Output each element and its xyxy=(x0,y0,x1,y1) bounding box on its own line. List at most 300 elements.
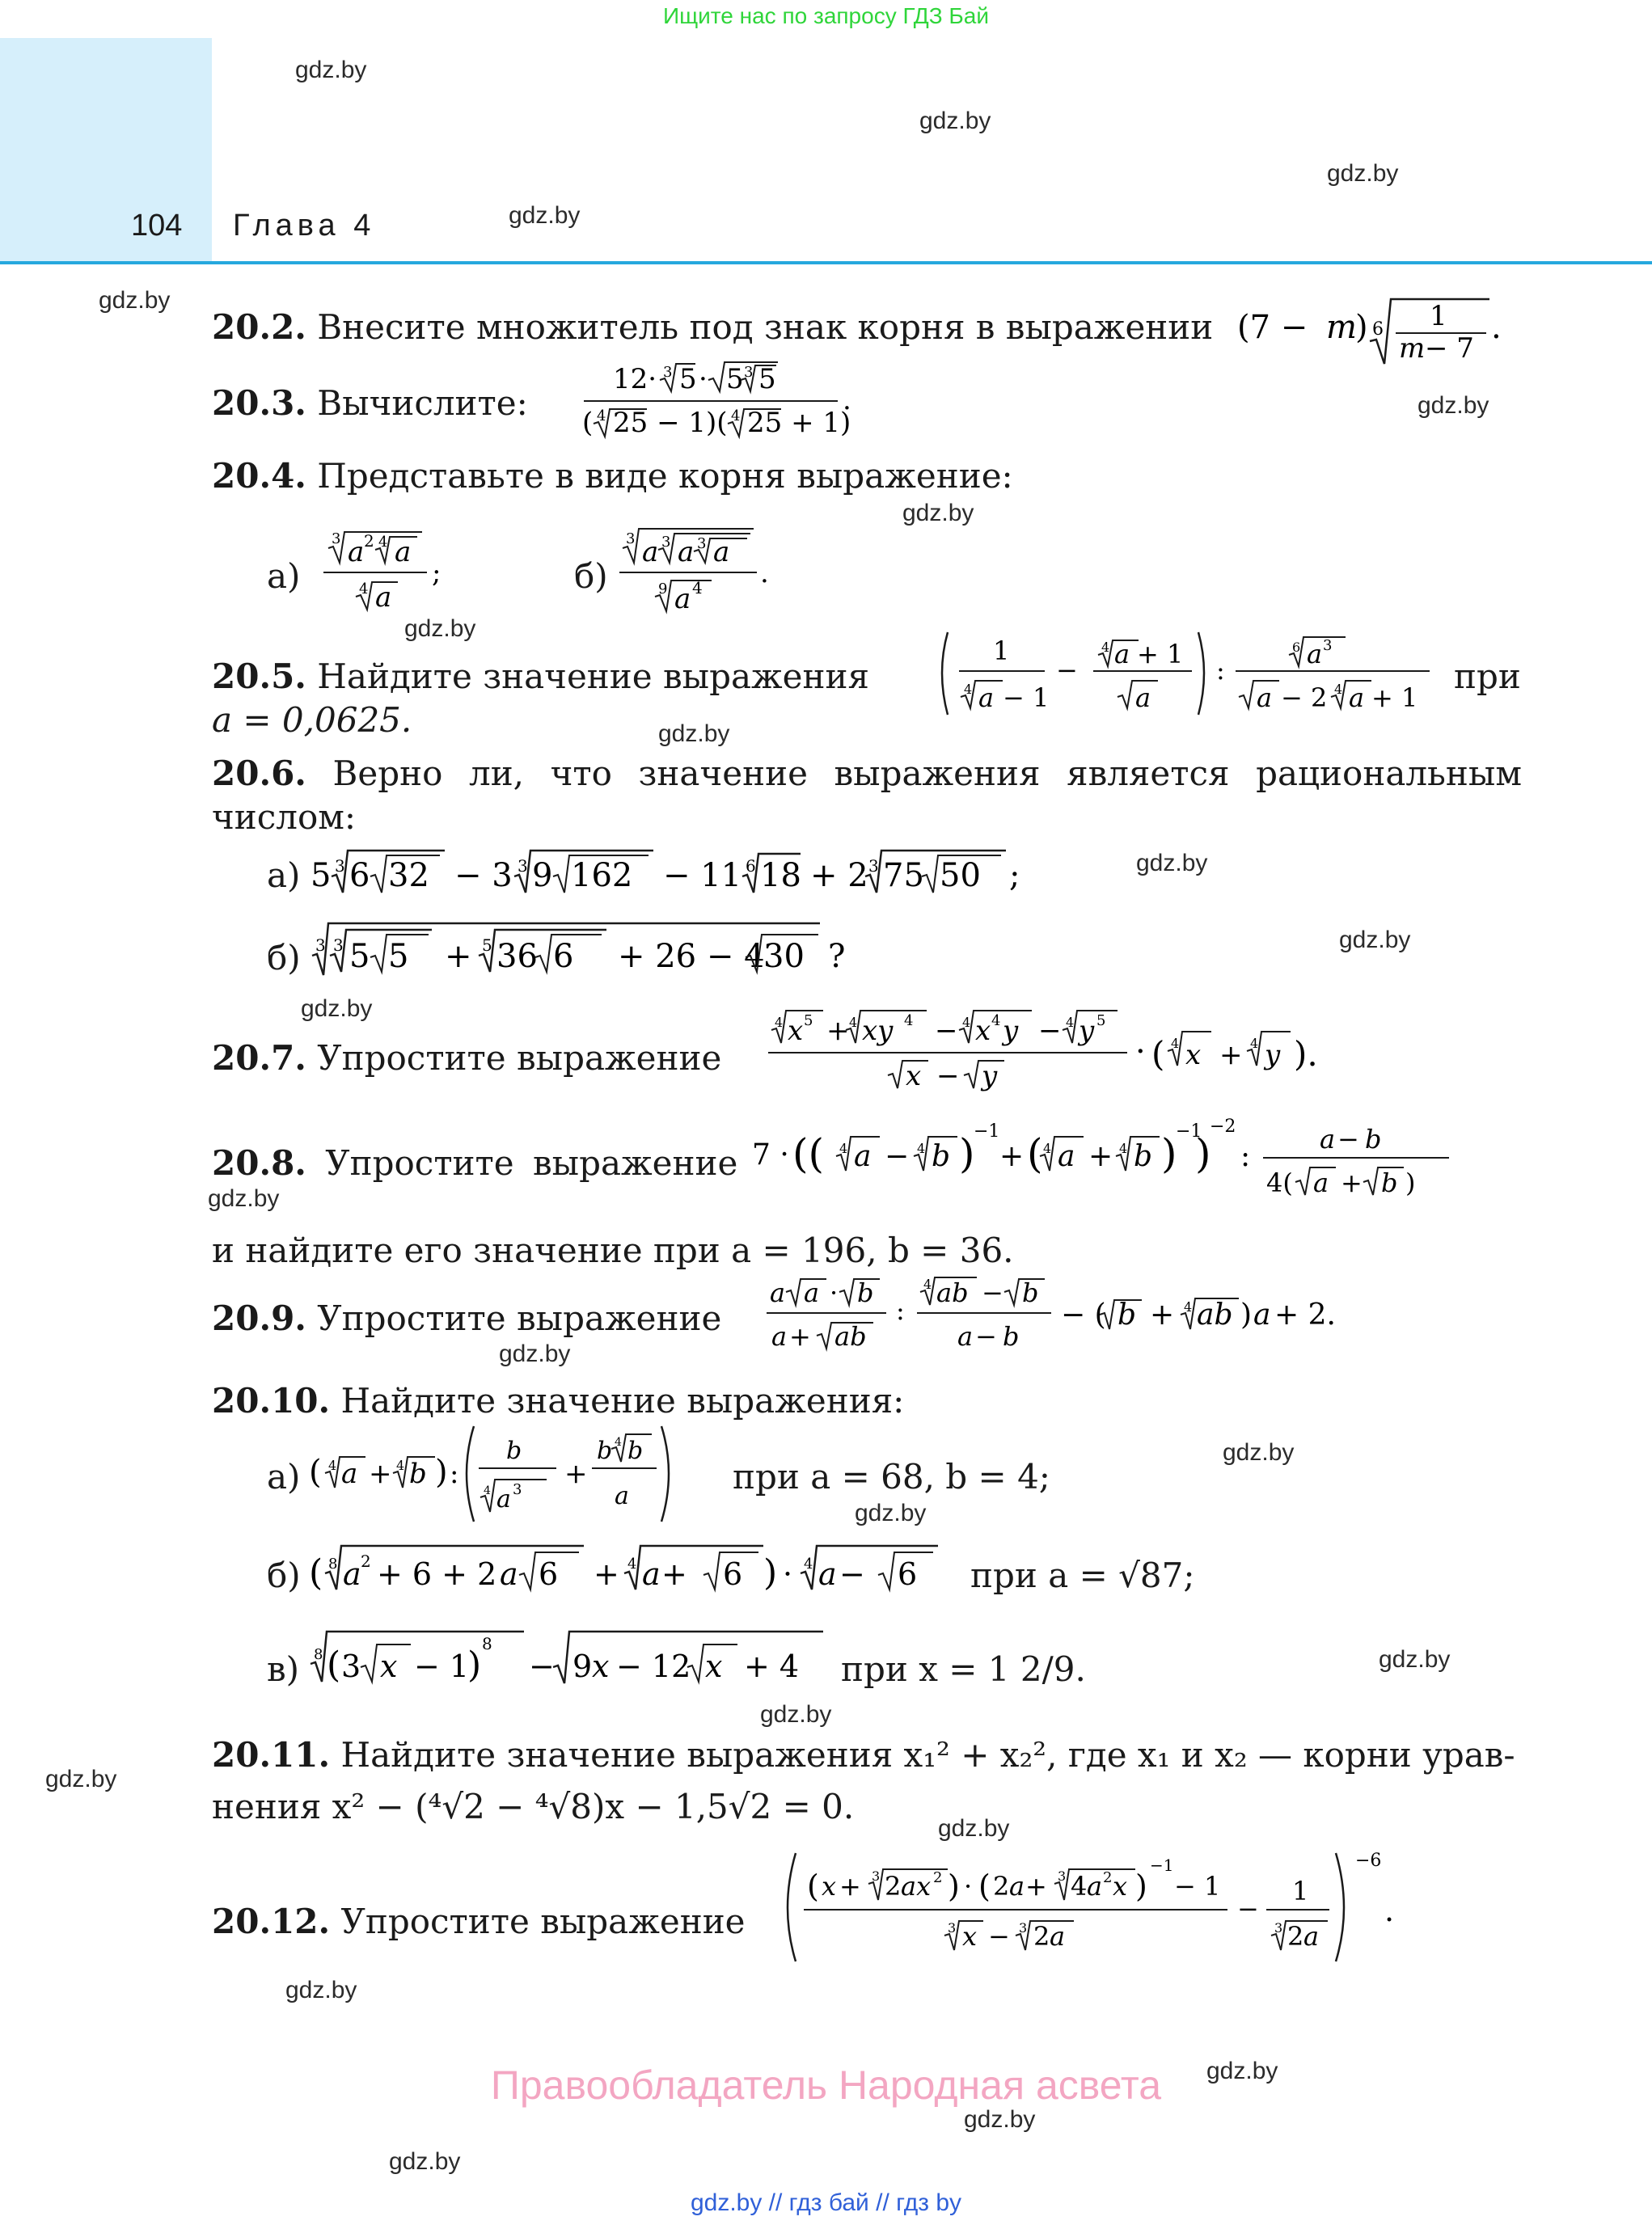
svg-text:(: ( xyxy=(582,407,594,439)
svg-text:2: 2 xyxy=(1033,1921,1050,1952)
svg-text:x: x xyxy=(788,1015,804,1047)
problem-20-11 xyxy=(212,1733,1522,1777)
svg-text:((: (( xyxy=(792,1130,825,1177)
svg-text:−: − xyxy=(885,1140,910,1173)
svg-text:5: 5 xyxy=(804,1012,813,1029)
svg-text:x: x xyxy=(705,1649,723,1684)
svg-text:−: − xyxy=(935,1015,958,1047)
problem-text-continued: числом: xyxy=(212,797,357,837)
formula xyxy=(765,1269,1396,1358)
watermark: gdz.by xyxy=(1206,2058,1278,2084)
svg-text:3: 3 xyxy=(663,364,673,381)
svg-text:8: 8 xyxy=(314,1646,323,1663)
svg-text:25 + 1): 25 + 1) xyxy=(747,407,851,439)
svg-text:b: b xyxy=(1365,1124,1382,1155)
problem-number: 20.12. xyxy=(212,1902,331,1941)
svg-text:3: 3 xyxy=(1019,1920,1028,1936)
problem-text: Упростите выражение xyxy=(317,1038,722,1078)
copyright-notice: Правообладатель Народная асвета xyxy=(490,2062,1162,2108)
svg-text:4: 4 xyxy=(627,1556,637,1573)
svg-text:a: a xyxy=(642,536,659,568)
problem-text: Упростите выражение xyxy=(317,1298,722,1338)
svg-text:5: 5 xyxy=(1096,1012,1106,1029)
svg-text:3: 3 xyxy=(1274,1920,1283,1936)
formula xyxy=(765,1001,1347,1103)
svg-text:(7 −: (7 − xyxy=(1237,309,1308,346)
watermark: gdz.by xyxy=(919,108,991,134)
svg-text:y: y xyxy=(1265,1039,1281,1071)
svg-text:− 3: − 3 xyxy=(454,857,513,894)
svg-text:ab: ab xyxy=(1197,1298,1233,1332)
svg-text:25 − 1)(: 25 − 1)( xyxy=(613,407,728,439)
svg-text:4: 4 xyxy=(1334,682,1343,697)
svg-text:3: 3 xyxy=(315,935,326,955)
svg-text:3: 3 xyxy=(332,530,341,547)
svg-text:+: + xyxy=(661,1556,687,1592)
svg-text:4: 4 xyxy=(1101,640,1110,655)
chapter-title: Глава 4 xyxy=(233,209,376,243)
svg-text:2: 2 xyxy=(1103,1869,1113,1886)
svg-text:6: 6 xyxy=(898,1556,918,1592)
svg-text:a: a xyxy=(804,1277,820,1308)
watermark: gdz.by xyxy=(760,1701,832,1728)
svg-text:·: · xyxy=(964,1871,973,1902)
svg-text:xy: xy xyxy=(862,1015,894,1047)
problem-number: 20.5. xyxy=(212,657,306,696)
item-condition: при a = 68, b = 4; xyxy=(733,1457,1050,1497)
svg-text:4: 4 xyxy=(1043,1141,1052,1156)
svg-text:3: 3 xyxy=(872,1868,881,1884)
svg-text:1: 1 xyxy=(1292,1876,1309,1906)
svg-text:b: b xyxy=(1118,1298,1137,1332)
watermark: gdz.by xyxy=(855,1500,927,1526)
svg-text:a: a xyxy=(957,1321,974,1352)
svg-text:− 11: − 11 xyxy=(663,857,742,894)
svg-text:a: a xyxy=(1257,682,1273,713)
svg-text:−: − xyxy=(1337,1124,1359,1155)
svg-text:b: b xyxy=(1022,1277,1039,1308)
svg-text:−1: −1 xyxy=(1150,1856,1174,1875)
svg-text:−: − xyxy=(1237,1894,1259,1924)
svg-text:b: b xyxy=(1381,1167,1398,1198)
formula xyxy=(311,918,860,986)
svg-text:6: 6 xyxy=(1292,640,1301,655)
svg-text:ab: ab xyxy=(834,1321,867,1352)
header-divider xyxy=(0,261,1652,264)
svg-text:+: + xyxy=(1219,1039,1243,1071)
svg-text:+: + xyxy=(999,1140,1025,1173)
svg-text:x: x xyxy=(962,1921,978,1952)
svg-text:a: a xyxy=(713,536,730,568)
formula xyxy=(309,1423,729,1525)
svg-text:4: 4 xyxy=(396,1458,405,1473)
watermark: gdz.by xyxy=(1379,1646,1451,1673)
svg-text:5: 5 xyxy=(726,363,744,395)
svg-text::: : xyxy=(450,1458,459,1490)
watermark: gdz.by xyxy=(99,287,171,314)
formula xyxy=(616,522,778,621)
svg-text:+ 1: + 1 xyxy=(1137,639,1184,669)
watermark: gdz.by xyxy=(938,1815,1010,1842)
svg-text:b: b xyxy=(857,1277,874,1308)
svg-text:;: ; xyxy=(1009,857,1020,894)
problem-20-10 xyxy=(212,1379,1522,1423)
svg-text:a: a xyxy=(771,1321,788,1352)
svg-text:3: 3 xyxy=(948,1920,957,1936)
svg-text:+: + xyxy=(369,1458,392,1490)
problem-text-continued: нения x² − (⁴√2 − ⁴√8)x − 1,5√2 = 0. xyxy=(212,1787,855,1826)
svg-text:4: 4 xyxy=(839,1141,848,1156)
formula xyxy=(320,526,466,621)
svg-text:6: 6 xyxy=(349,857,370,894)
problem-condition: a = 0,0625. xyxy=(212,700,412,740)
svg-text:4: 4 xyxy=(775,1015,784,1030)
svg-text::: : xyxy=(1216,655,1225,686)
svg-text:·: · xyxy=(699,363,708,395)
svg-text:·: · xyxy=(783,1556,793,1592)
svg-text:4: 4 xyxy=(731,407,741,424)
svg-text:8: 8 xyxy=(328,1556,338,1573)
svg-text:·: · xyxy=(830,1277,839,1308)
svg-text:− 12: − 12 xyxy=(616,1649,691,1684)
svg-text:a: a xyxy=(1114,639,1130,669)
svg-text:a: a xyxy=(818,1556,837,1592)
svg-text:a: a xyxy=(978,682,995,713)
svg-text:5: 5 xyxy=(349,938,370,975)
svg-text:a: a xyxy=(1050,1921,1066,1952)
problem-number: 20.9. xyxy=(212,1298,306,1338)
footer-links[interactable]: gdz.by // гдз бай // гдз by xyxy=(690,2189,962,2216)
svg-text:2: 2 xyxy=(993,1871,1010,1902)
svg-text:−: − xyxy=(975,1321,997,1352)
page-number: 104 xyxy=(131,209,183,243)
top-banner[interactable]: Ищите нас по запросу ГДЗ Бай xyxy=(662,3,990,28)
svg-text:+: + xyxy=(594,1556,619,1592)
svg-text:2: 2 xyxy=(1287,1921,1304,1952)
svg-text:a: a xyxy=(1303,1921,1320,1952)
svg-text:12·: 12· xyxy=(613,363,657,395)
svg-text:− 1: − 1 xyxy=(414,1649,470,1684)
svg-text:x: x xyxy=(975,1015,991,1047)
svg-text:+ 4: + 4 xyxy=(744,1649,800,1684)
problem-number: 20.8. xyxy=(212,1143,306,1183)
svg-text:4: 4 xyxy=(692,578,703,597)
watermark: gdz.by xyxy=(499,1340,571,1367)
watermark: gdz.by xyxy=(389,2148,461,2175)
svg-text:4: 4 xyxy=(1171,1036,1180,1051)
svg-text:30: 30 xyxy=(763,938,805,975)
problem-number: 20.2. xyxy=(212,307,306,347)
svg-text:a: a xyxy=(1307,639,1323,669)
svg-text:6: 6 xyxy=(723,1556,743,1592)
svg-text:+: + xyxy=(789,1321,811,1352)
svg-text:−: − xyxy=(839,1556,865,1592)
svg-text:4: 4 xyxy=(328,1458,337,1473)
svg-text:x: x xyxy=(1185,1039,1202,1071)
svg-text:+: + xyxy=(564,1458,588,1490)
svg-text:9: 9 xyxy=(532,857,553,894)
formula xyxy=(780,1842,1443,1971)
watermark: gdz.by xyxy=(1418,392,1489,419)
svg-text:b: b xyxy=(627,1437,644,1465)
svg-text:x: x xyxy=(1113,1871,1128,1902)
svg-text:y: y xyxy=(1079,1015,1095,1047)
svg-text:9: 9 xyxy=(572,1649,593,1684)
svg-text:3: 3 xyxy=(518,856,528,876)
svg-text:4: 4 xyxy=(359,581,369,597)
svg-text:3: 3 xyxy=(868,856,879,876)
svg-text:+ 2: + 2 xyxy=(810,857,868,894)
svg-text:x: x xyxy=(822,1871,837,1902)
svg-text:a: a xyxy=(642,1556,661,1592)
item-label: а) xyxy=(267,855,301,895)
svg-text:x: x xyxy=(592,1649,610,1684)
svg-text:5: 5 xyxy=(679,363,697,395)
svg-text:a: a xyxy=(343,1556,361,1592)
item-label: в) xyxy=(267,1649,300,1689)
watermark: gdz.by xyxy=(1327,160,1399,187)
svg-text:+: + xyxy=(1150,1298,1175,1332)
watermark: gdz.by xyxy=(45,1766,117,1792)
problem-text: Верно ли, что значение выражения является рациональным xyxy=(332,754,1522,793)
svg-text:−1: −1 xyxy=(974,1121,1000,1142)
svg-text:4: 4 xyxy=(849,1015,858,1030)
svg-text:): ) xyxy=(1355,309,1368,346)
svg-text:1: 1 xyxy=(1430,300,1447,332)
svg-text:): ) xyxy=(1195,1130,1211,1177)
problem-20-6 xyxy=(212,752,1522,796)
svg-text:a: a xyxy=(395,536,412,568)
svg-text:− 1: − 1 xyxy=(1003,682,1050,713)
watermark: gdz.by xyxy=(964,2106,1036,2133)
item-label: б) xyxy=(267,938,301,977)
svg-text:−: − xyxy=(988,1921,1010,1952)
watermark: gdz.by xyxy=(658,720,730,747)
formula xyxy=(752,1112,1512,1210)
svg-text:6: 6 xyxy=(1372,319,1384,340)
svg-text:(: ( xyxy=(309,1552,323,1594)
svg-text:b: b xyxy=(506,1437,522,1465)
svg-text:b: b xyxy=(932,1140,951,1173)
problem-text: при xyxy=(1454,657,1521,696)
svg-text:b: b xyxy=(597,1437,613,1465)
formula xyxy=(309,1536,956,1609)
svg-text:4: 4 xyxy=(962,1015,971,1030)
svg-text:+: + xyxy=(1088,1140,1113,1173)
formula xyxy=(579,353,862,450)
svg-text:−: − xyxy=(936,1060,960,1092)
svg-text:2: 2 xyxy=(364,531,374,551)
svg-text:): ) xyxy=(1405,1167,1416,1198)
svg-text:a: a xyxy=(348,536,365,568)
svg-text:m: m xyxy=(1399,332,1426,365)
watermark: gdz.by xyxy=(208,1185,280,1212)
svg-text:): ) xyxy=(467,1644,482,1686)
svg-text:−6: −6 xyxy=(1355,1851,1382,1871)
problem-number: 20.3. xyxy=(212,383,306,423)
watermark: gdz.by xyxy=(1223,1439,1295,1466)
svg-text:3: 3 xyxy=(1058,1868,1067,1884)
svg-text:a: a xyxy=(1009,1871,1025,1902)
svg-text:3: 3 xyxy=(513,1481,522,1498)
svg-text:a: a xyxy=(615,1482,629,1510)
svg-text:3: 3 xyxy=(1323,637,1333,654)
formula xyxy=(1237,293,1504,367)
svg-text:3: 3 xyxy=(744,364,754,381)
svg-text:75: 75 xyxy=(883,857,924,894)
problem-number: 20.11. xyxy=(212,1735,331,1775)
svg-text:9: 9 xyxy=(658,581,668,597)
svg-text:a: a xyxy=(678,536,695,568)
svg-text:5: 5 xyxy=(388,938,409,975)
watermark: gdz.by xyxy=(295,57,367,83)
svg-text:): ) xyxy=(763,1552,778,1594)
svg-text:− 7: − 7 xyxy=(1425,332,1474,365)
svg-text:x: x xyxy=(380,1649,398,1684)
svg-text:): ) xyxy=(435,1454,448,1491)
svg-text:3: 3 xyxy=(626,530,636,547)
svg-text:a: a xyxy=(854,1140,872,1173)
formula xyxy=(935,627,1436,724)
svg-text:+: + xyxy=(445,938,472,975)
svg-text::: : xyxy=(1240,1140,1251,1173)
svg-text:a: a xyxy=(341,1458,358,1490)
svg-text:): ) xyxy=(959,1130,975,1177)
svg-text:.: . xyxy=(1384,1893,1395,1928)
problem-text: Вычислите: xyxy=(317,383,528,423)
svg-text:3: 3 xyxy=(341,1649,361,1684)
problem-text: Найдите значение выражения: xyxy=(340,1381,905,1421)
svg-text:4: 4 xyxy=(615,1436,622,1449)
watermark: gdz.by xyxy=(1339,927,1411,953)
svg-text:.: . xyxy=(1491,309,1502,346)
svg-text:): ) xyxy=(948,1868,960,1904)
svg-text:b: b xyxy=(1003,1321,1020,1352)
svg-text:?: ? xyxy=(828,938,846,975)
svg-text:x: x xyxy=(906,1060,922,1092)
svg-text:a: a xyxy=(496,1485,511,1514)
svg-text:a: a xyxy=(1135,682,1151,713)
svg-text:a: a xyxy=(1313,1167,1329,1198)
problem-text: Найдите значение выражения x₁² + x₂², где x₁ и x₂ — корни урав- xyxy=(340,1735,1515,1775)
svg-text:4: 4 xyxy=(597,407,606,424)
svg-text:4: 4 xyxy=(904,1012,914,1029)
svg-text:a: a xyxy=(1320,1124,1336,1155)
svg-text:−2: −2 xyxy=(1210,1117,1236,1137)
problem-text: Представьте в виде корня выражение: xyxy=(317,456,1013,496)
svg-text:5: 5 xyxy=(758,363,776,395)
svg-text:+ 26 − 4: + 26 − 4 xyxy=(618,938,765,975)
svg-text:−: − xyxy=(1038,1015,1062,1047)
svg-text:y: y xyxy=(1003,1015,1019,1047)
problem-20-4 xyxy=(212,454,1522,498)
svg-text:7 ·: 7 · xyxy=(752,1138,789,1172)
svg-text:(: ( xyxy=(327,1644,341,1686)
svg-text:a: a xyxy=(500,1556,518,1592)
svg-text:): ) xyxy=(1161,1130,1177,1177)
svg-text:2: 2 xyxy=(885,1871,902,1902)
svg-text:+: + xyxy=(1025,1871,1047,1902)
watermark: gdz.by xyxy=(404,615,476,642)
svg-text:+ 1: + 1 xyxy=(1371,682,1418,713)
svg-text:4: 4 xyxy=(484,1484,491,1497)
svg-text:).: ). xyxy=(1294,1034,1318,1074)
svg-text:+ 6 + 2: + 6 + 2 xyxy=(377,1556,497,1592)
svg-text:(: ( xyxy=(309,1454,322,1491)
svg-text:a: a xyxy=(770,1277,786,1308)
watermark: gdz.by xyxy=(301,995,373,1022)
svg-text:4: 4 xyxy=(923,1277,932,1292)
svg-text:4: 4 xyxy=(378,534,388,551)
svg-text:4: 4 xyxy=(917,1141,926,1156)
svg-text:ax: ax xyxy=(901,1871,932,1902)
svg-text:y: y xyxy=(982,1060,998,1092)
problem-text: Внесите множитель под знак корня в выражении xyxy=(317,307,1214,347)
problem-number: 20.7. xyxy=(212,1038,306,1078)
svg-text:): ) xyxy=(1135,1868,1147,1904)
svg-text:+: + xyxy=(826,1015,850,1047)
svg-text:50: 50 xyxy=(940,857,981,894)
svg-text:6: 6 xyxy=(553,938,574,975)
svg-text:ab: ab xyxy=(936,1277,969,1308)
svg-text:5: 5 xyxy=(482,935,492,955)
item-label: а) xyxy=(267,556,301,596)
svg-text:(: ( xyxy=(1027,1130,1043,1177)
svg-text:−: − xyxy=(529,1649,555,1684)
svg-text:·: · xyxy=(1135,1033,1146,1070)
svg-text:+: + xyxy=(839,1871,861,1902)
svg-text:4: 4 xyxy=(1071,1871,1088,1902)
svg-text::: : xyxy=(896,1295,905,1326)
svg-text:3: 3 xyxy=(333,935,344,955)
svg-text:a: a xyxy=(674,583,691,615)
svg-text:− (: − ( xyxy=(1061,1298,1106,1332)
formula xyxy=(311,841,1022,906)
svg-text:4: 4 xyxy=(964,682,973,697)
svg-text:1: 1 xyxy=(993,635,1010,666)
svg-text:5: 5 xyxy=(311,857,332,894)
svg-text:3: 3 xyxy=(697,535,707,552)
svg-text:3: 3 xyxy=(335,856,345,876)
svg-text:m: m xyxy=(1326,309,1357,346)
svg-text:(: ( xyxy=(1151,1034,1165,1074)
watermark: gdz.by xyxy=(509,202,581,229)
svg-text:− 2: − 2 xyxy=(1281,682,1328,713)
svg-text:(: ( xyxy=(807,1868,819,1904)
problem-text: Найдите значение выражения xyxy=(317,657,869,696)
svg-text:−: − xyxy=(982,1277,1003,1308)
svg-text:4: 4 xyxy=(991,1012,1001,1029)
svg-text:4: 4 xyxy=(1184,1299,1193,1315)
svg-text:32: 32 xyxy=(388,857,429,894)
problem-number: 20.10. xyxy=(212,1381,331,1421)
problem-number: 20.6. xyxy=(212,754,306,793)
svg-text:(: ( xyxy=(978,1868,991,1904)
svg-text:): ) xyxy=(1240,1298,1253,1332)
svg-text:+: + xyxy=(1341,1167,1363,1198)
svg-text:.: . xyxy=(760,557,769,589)
svg-text:a: a xyxy=(1058,1140,1075,1173)
svg-text:4: 4 xyxy=(1250,1036,1259,1051)
svg-text:4: 4 xyxy=(1119,1141,1128,1156)
svg-text:162: 162 xyxy=(571,857,633,894)
svg-text:3: 3 xyxy=(661,534,671,551)
svg-text:b: b xyxy=(1134,1140,1153,1173)
item-label: б) xyxy=(267,1556,301,1595)
svg-text:a: a xyxy=(1349,682,1365,713)
svg-text:18: 18 xyxy=(760,857,801,894)
svg-text:−: − xyxy=(1056,655,1078,686)
